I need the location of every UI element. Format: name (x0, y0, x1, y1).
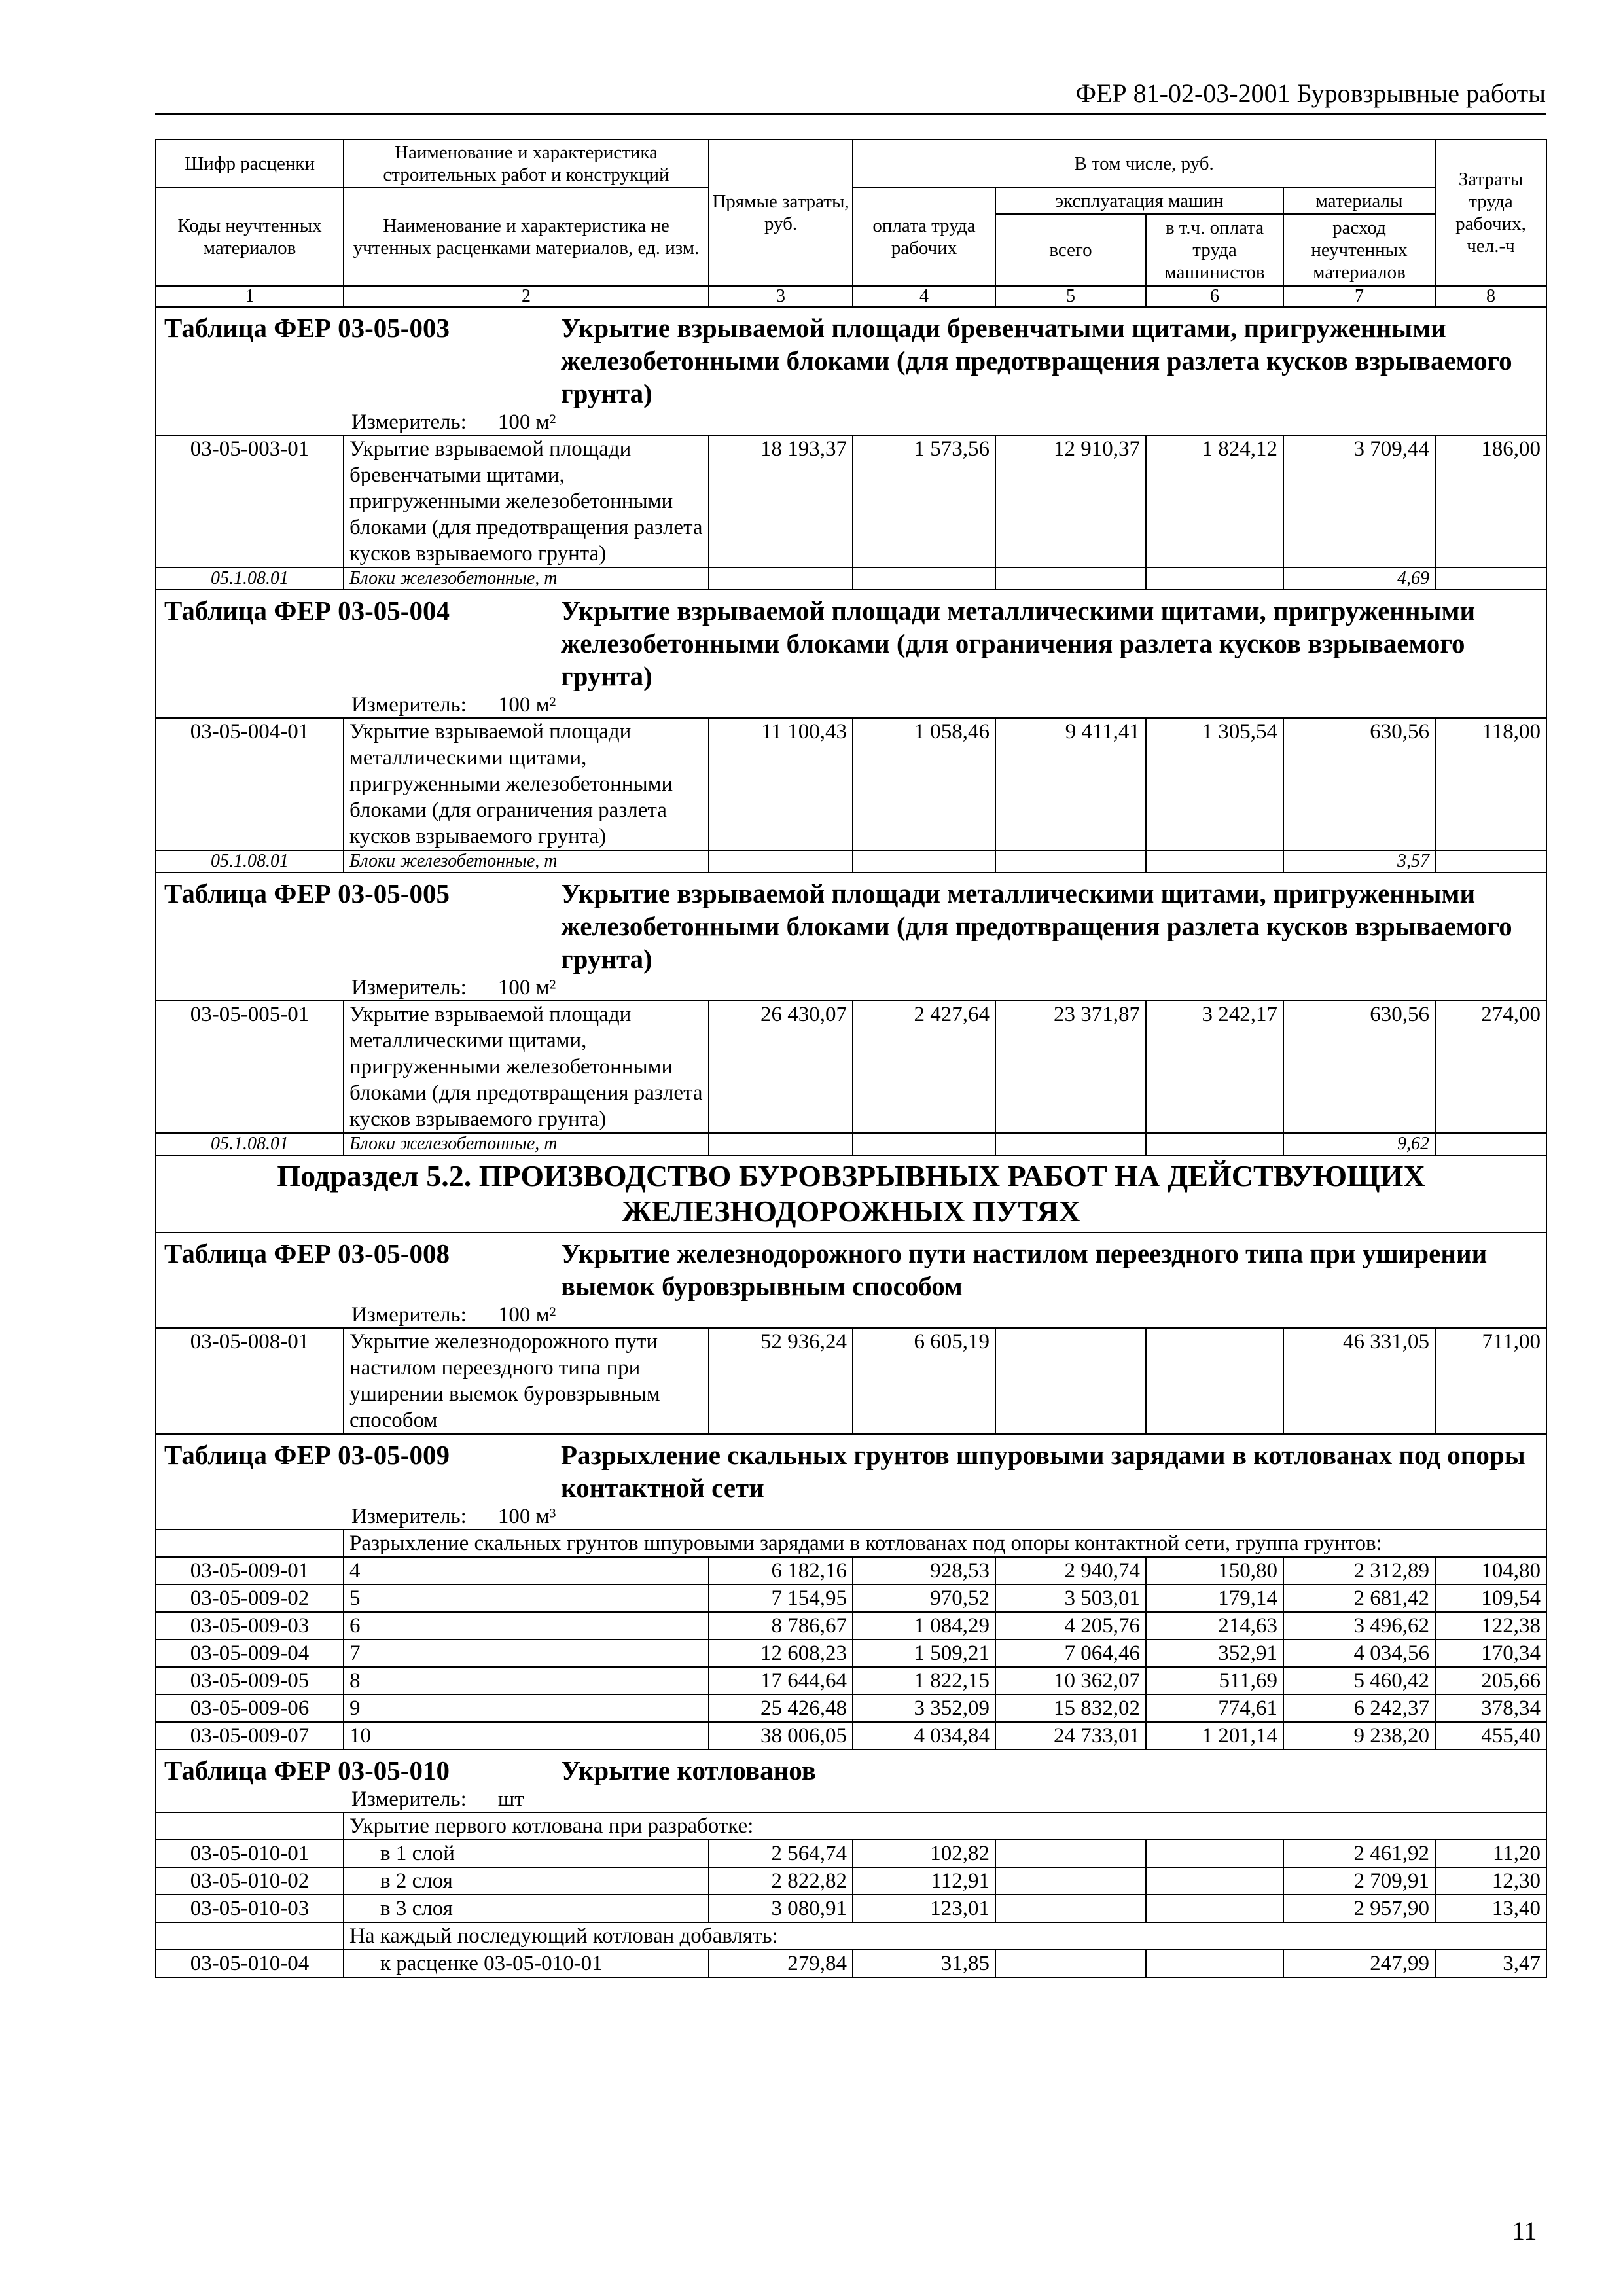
col-code-top: Шифр расценки (156, 139, 344, 188)
col-number: 1 (156, 286, 344, 307)
labor-pay: 3 352,09 (853, 1695, 995, 1722)
unit-label: Измеритель: (351, 976, 467, 999)
rate-name: Укрытие железнодорожного пути настилом переездного типа при уширении выемок буровзрывным способом (344, 1328, 709, 1434)
machinists-pay (1146, 1895, 1283, 1922)
rate-code: 03-05-010-02 (156, 1867, 344, 1895)
section-title: Укрытие котлованов (561, 1755, 816, 1785)
col-number: 6 (1146, 286, 1283, 307)
labor-hours: 11,20 (1435, 1840, 1546, 1867)
rate-code: 03-05-010-01 (156, 1840, 344, 1867)
section-title: Укрытие взрываемой площади бревенчатыми щитами, пригруженными железобетонными блоками (для предотвращения разлета кусков взрываемого грунта) (561, 313, 1512, 408)
group-note: Укрытие первого котлована при разработке: (344, 1812, 1546, 1840)
group-note: На каждый последующий котлован добавлять: (344, 1922, 1546, 1950)
machinists-pay: 214,63 (1146, 1612, 1283, 1640)
material-amount: 9,62 (1283, 1133, 1435, 1155)
material-code: 05.1.08.01 (156, 567, 344, 590)
section-title: Разрыхление скальных грунтов шпуровыми зарядами в котлованах под опоры контактной сети (561, 1440, 1525, 1503)
rate-code: 03-05-009-05 (156, 1667, 344, 1695)
direct-cost: 17 644,64 (709, 1667, 853, 1695)
labor-hours: 170,34 (1435, 1640, 1546, 1667)
machines-total: 10 362,07 (995, 1667, 1146, 1695)
labor-hours: 109,54 (1435, 1585, 1546, 1612)
labor-pay: 1 822,15 (853, 1667, 995, 1695)
unit-label: Измеритель: (351, 1303, 467, 1327)
labor-hours: 12,30 (1435, 1867, 1546, 1895)
unit-label: Измеритель: (351, 1505, 467, 1528)
machines-total: 24 733,01 (995, 1722, 1146, 1749)
note-row (156, 1922, 1546, 1950)
unit-line (351, 410, 1541, 435)
section-header (156, 590, 1546, 718)
rate-code: 03-05-009-03 (156, 1612, 344, 1640)
material-code: 05.1.08.01 (156, 1133, 344, 1155)
machinists-pay (1146, 1840, 1283, 1867)
col-labor-pay: оплата труда рабочих (853, 188, 995, 286)
machines-total (995, 1840, 1146, 1867)
rate-name: Укрытие взрываемой площади бревенчатыми щитами, пригруженными железобетонными блоками (для предотвращения разлета кусков взрываемого грунта) (344, 435, 709, 567)
labor-pay: 970,52 (853, 1585, 995, 1612)
labor-pay: 2 427,64 (853, 1001, 995, 1133)
rate-name: в 1 слой (344, 1840, 709, 1867)
price-table (155, 139, 1547, 1978)
col-name-bottom: Наименование и характеристика не учтенных расценками материалов, ед. изм. (344, 188, 709, 286)
unit-value: 100 м² (497, 410, 556, 434)
machines-total (995, 1950, 1146, 1977)
unit-label: Измеритель: (351, 410, 467, 434)
document-title: ФЕР 81-02-03-2001 Буровзрывные работы (1075, 79, 1546, 108)
col-number: 5 (995, 286, 1146, 307)
labor-hours: 3,47 (1435, 1950, 1546, 1977)
material-amount: 3,57 (1283, 850, 1435, 872)
group-note: Разрыхление скальных грунтов шпуровыми зарядами в котлованах под опоры контактной сети, группа грунтов: (344, 1530, 1546, 1557)
materials: 630,56 (1283, 1001, 1435, 1133)
materials: 2 312,89 (1283, 1557, 1435, 1585)
machinists-pay: 1 201,14 (1146, 1722, 1283, 1749)
rate-name: 4 (344, 1557, 709, 1585)
section-header (156, 1434, 1546, 1530)
table-row (156, 1867, 1546, 1895)
machines-total: 15 832,02 (995, 1695, 1146, 1722)
rate-code: 03-05-009-02 (156, 1585, 344, 1612)
unit-line (351, 975, 1541, 1000)
table-head (156, 139, 1546, 307)
material-row (156, 1133, 1546, 1155)
machinists-pay (1146, 1328, 1283, 1434)
materials: 6 242,37 (1283, 1695, 1435, 1722)
machines-total: 12 910,37 (995, 435, 1146, 567)
materials: 247,99 (1283, 1950, 1435, 1977)
material-code: 05.1.08.01 (156, 850, 344, 872)
labor-pay: 928,53 (853, 1557, 995, 1585)
table-row (156, 1557, 1546, 1585)
rate-name: в 3 слоя (344, 1895, 709, 1922)
rate-code: 03-05-008-01 (156, 1328, 344, 1434)
rate-code: 03-05-010-04 (156, 1950, 344, 1977)
material-amount: 4,69 (1283, 567, 1435, 590)
rate-name: 9 (344, 1695, 709, 1722)
note-row (156, 1530, 1546, 1557)
materials: 46 331,05 (1283, 1328, 1435, 1434)
machinists-pay (1146, 1867, 1283, 1895)
direct-cost: 279,84 (709, 1950, 853, 1977)
table-row (156, 1840, 1546, 1867)
section-header (156, 1232, 1546, 1328)
material-name: Блоки железобетонные, т (344, 567, 709, 590)
table-row (156, 1722, 1546, 1749)
labor-pay: 102,82 (853, 1840, 995, 1867)
rate-name: Укрытие взрываемой площади металлическими щитами, пригруженными железобетонными блоками (для предотвращения разлета кусков взрываемого грунта) (344, 1001, 709, 1133)
unit-value: 100 м² (497, 693, 556, 717)
machines-total: 3 503,01 (995, 1585, 1146, 1612)
unit-label: Измеритель: (351, 1787, 467, 1811)
table-row (156, 1695, 1546, 1722)
rate-code: 03-05-010-03 (156, 1895, 344, 1922)
section-number: Таблица ФЕР 03-05-003 (164, 313, 450, 343)
labor-pay: 31,85 (853, 1950, 995, 1977)
machines-total (995, 1328, 1146, 1434)
section-title: Укрытие взрываемой площади металлическими щитами, пригруженными железобетонными блоками (для предотвращения разлета кусков взрываемого грунта) (561, 878, 1512, 974)
labor-hours: 711,00 (1435, 1328, 1546, 1434)
labor-pay: 1 573,56 (853, 435, 995, 567)
section-title: Укрытие взрываемой площади металлическими щитами, пригруженными железобетонными блоками (для ограничения разлета кусков взрываемого грунта) (561, 596, 1476, 691)
col-number: 3 (709, 286, 853, 307)
unit-line (351, 692, 1541, 717)
section-title: Укрытие железнодорожного пути настилом переездного типа при уширении выемок буровзрывным способом (561, 1238, 1488, 1301)
machinists-pay: 179,14 (1146, 1585, 1283, 1612)
section-header (156, 872, 1546, 1001)
rate-code: 03-05-004-01 (156, 718, 344, 850)
direct-cost: 26 430,07 (709, 1001, 853, 1133)
labor-hours: 104,80 (1435, 1557, 1546, 1585)
table-row (156, 1640, 1546, 1667)
rate-name: 7 (344, 1640, 709, 1667)
rate-name: 5 (344, 1585, 709, 1612)
table-row (156, 1950, 1546, 1977)
unit-value: 100 м³ (497, 1505, 556, 1528)
col-incl: В том числе, руб. (853, 139, 1435, 188)
col-code-bottom: Коды неучтенных материалов (156, 188, 344, 286)
machinists-pay: 150,80 (1146, 1557, 1283, 1585)
col-materials-sub: расход неучтенных материалов (1283, 214, 1435, 286)
unit-value: 100 м² (497, 976, 556, 999)
direct-cost: 11 100,43 (709, 718, 853, 850)
machines-total: 7 064,46 (995, 1640, 1146, 1667)
direct-cost: 12 608,23 (709, 1640, 853, 1667)
materials: 5 460,42 (1283, 1667, 1435, 1695)
section-header (156, 1749, 1546, 1812)
table-row (156, 1612, 1546, 1640)
materials: 3 709,44 (1283, 435, 1435, 567)
labor-hours: 455,40 (1435, 1722, 1546, 1749)
labor-hours: 118,00 (1435, 718, 1546, 850)
labor-pay: 112,91 (853, 1867, 995, 1895)
materials: 2 461,92 (1283, 1840, 1435, 1867)
materials: 3 496,62 (1283, 1612, 1435, 1640)
labor-hours: 205,66 (1435, 1667, 1546, 1695)
col-materials: материалы (1283, 188, 1435, 214)
machines-total (995, 1867, 1146, 1895)
col-number: 7 (1283, 286, 1435, 307)
material-name: Блоки железобетонные, т (344, 850, 709, 872)
note-row (156, 1812, 1546, 1840)
column-numbers-row (156, 286, 1546, 307)
labor-hours: 274,00 (1435, 1001, 1546, 1133)
section-header (156, 307, 1546, 435)
machines-total: 4 205,76 (995, 1612, 1146, 1640)
direct-cost: 52 936,24 (709, 1328, 853, 1434)
rate-code: 03-05-005-01 (156, 1001, 344, 1133)
rate-name: 8 (344, 1667, 709, 1695)
rate-name: к расценке 03-05-010-01 (344, 1950, 709, 1977)
table-row (156, 1001, 1546, 1133)
machinists-pay: 352,91 (1146, 1640, 1283, 1667)
labor-hours: 186,00 (1435, 435, 1546, 567)
section-number: Таблица ФЕР 03-05-010 (164, 1755, 450, 1785)
unit-line (351, 1787, 1541, 1812)
table-row (156, 1895, 1546, 1922)
machines-total: 2 940,74 (995, 1557, 1146, 1585)
materials: 4 034,56 (1283, 1640, 1435, 1667)
table-row (156, 1328, 1546, 1434)
col-name-top: Наименование и характеристика строительных работ и конструкций (344, 139, 709, 188)
rate-code: 03-05-009-01 (156, 1557, 344, 1585)
direct-cost: 8 786,67 (709, 1612, 853, 1640)
labor-hours: 122,38 (1435, 1612, 1546, 1640)
col-machines-total: всего (995, 214, 1146, 286)
labor-hours: 378,34 (1435, 1695, 1546, 1722)
labor-hours: 13,40 (1435, 1895, 1546, 1922)
machinists-pay: 1 824,12 (1146, 435, 1283, 567)
direct-cost: 6 182,16 (709, 1557, 853, 1585)
materials: 9 238,20 (1283, 1722, 1435, 1749)
material-name: Блоки железобетонные, т (344, 1133, 709, 1155)
direct-cost: 38 006,05 (709, 1722, 853, 1749)
unit-label: Измеритель: (351, 693, 467, 717)
materials: 2 957,90 (1283, 1895, 1435, 1922)
labor-pay: 6 605,19 (853, 1328, 995, 1434)
labor-pay: 4 034,84 (853, 1722, 995, 1749)
col-labor: Затраты труда рабочих, чел.-ч (1435, 139, 1546, 286)
page-header (155, 73, 1546, 115)
rate-name: 6 (344, 1612, 709, 1640)
page-number: 11 (1512, 2216, 1537, 2246)
machines-total: 9 411,41 (995, 718, 1146, 850)
rate-name: в 2 слоя (344, 1867, 709, 1895)
rate-code: 03-05-009-04 (156, 1640, 344, 1667)
material-row (156, 567, 1546, 590)
unit-value: 100 м² (497, 1303, 556, 1327)
labor-pay: 1 084,29 (853, 1612, 995, 1640)
rate-code: 03-05-009-06 (156, 1695, 344, 1722)
col-machines: эксплуатация машин (995, 188, 1283, 214)
rate-code: 03-05-003-01 (156, 435, 344, 567)
machines-total (995, 1895, 1146, 1922)
direct-cost: 2 564,74 (709, 1840, 853, 1867)
section-number: Таблица ФЕР 03-05-009 (164, 1440, 450, 1470)
material-row (156, 850, 1546, 872)
materials: 630,56 (1283, 718, 1435, 850)
col-machinists: в т.ч. оплата труда машинистов (1146, 214, 1283, 286)
subsection-title: Подраздел 5.2. ПРОИЗВОДСТВО БУРОВЗРЫВНЫХ РАБОТ НА ДЕЙСТВУЮЩИХ ЖЕЛЕЗНОДОРОЖНЫХ ПУТЯХ (156, 1155, 1546, 1232)
section-number: Таблица ФЕР 03-05-005 (164, 878, 450, 908)
machines-total: 23 371,87 (995, 1001, 1146, 1133)
materials: 2 681,42 (1283, 1585, 1435, 1612)
machinists-pay (1146, 1950, 1283, 1977)
direct-cost: 3 080,91 (709, 1895, 853, 1922)
unit-value: шт (497, 1787, 524, 1811)
rate-name: 10 (344, 1722, 709, 1749)
direct-cost: 2 822,82 (709, 1867, 853, 1895)
direct-cost: 25 426,48 (709, 1695, 853, 1722)
machinists-pay: 774,61 (1146, 1695, 1283, 1722)
section-number: Таблица ФЕР 03-05-004 (164, 596, 450, 626)
section-number: Таблица ФЕР 03-05-008 (164, 1238, 450, 1268)
labor-pay: 1 058,46 (853, 718, 995, 850)
rate-name: Укрытие взрываемой площади металлическими щитами, пригруженными железобетонными блоками (для ограничения разлета кусков взрываемого грунта) (344, 718, 709, 850)
direct-cost: 7 154,95 (709, 1585, 853, 1612)
col-number: 2 (344, 286, 709, 307)
unit-line (351, 1504, 1541, 1529)
col-number: 8 (1435, 286, 1546, 307)
machinists-pay: 1 305,54 (1146, 718, 1283, 850)
machinists-pay: 3 242,17 (1146, 1001, 1283, 1133)
labor-pay: 1 509,21 (853, 1640, 995, 1667)
labor-pay: 123,01 (853, 1895, 995, 1922)
machinists-pay: 511,69 (1146, 1667, 1283, 1695)
table-row (156, 1667, 1546, 1695)
col-direct: Прямые затраты, руб. (709, 139, 853, 286)
table-row (156, 718, 1546, 850)
col-number: 4 (853, 286, 995, 307)
materials: 2 709,91 (1283, 1867, 1435, 1895)
unit-line (351, 1302, 1541, 1327)
table-row (156, 1585, 1546, 1612)
direct-cost: 18 193,37 (709, 435, 853, 567)
table-row (156, 435, 1546, 567)
subsection-row (156, 1155, 1546, 1232)
rate-code: 03-05-009-07 (156, 1722, 344, 1749)
